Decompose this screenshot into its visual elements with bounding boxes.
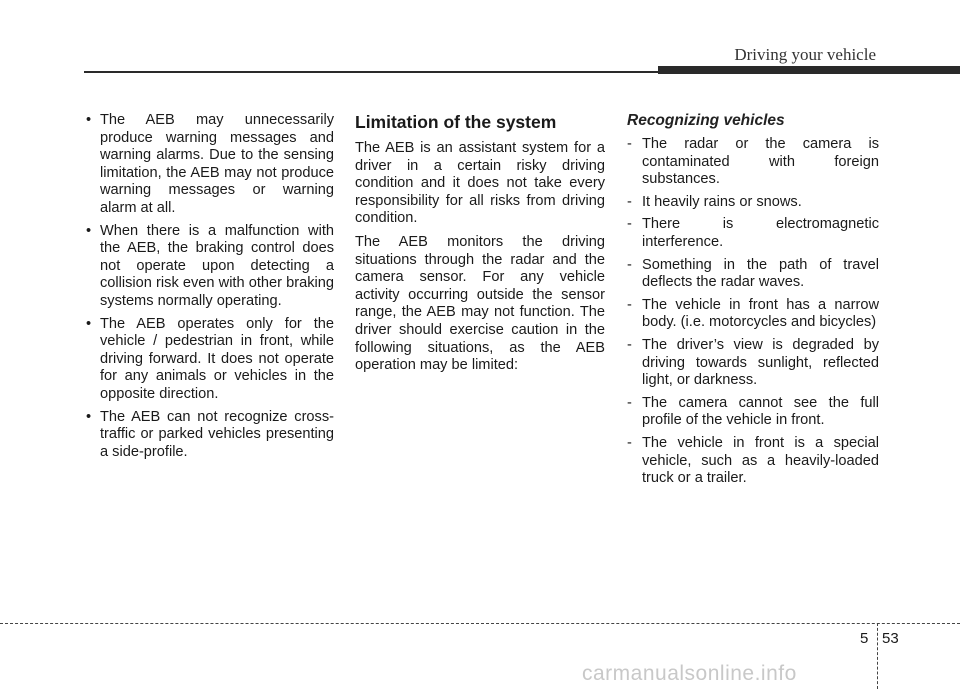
dash-text: The vehicle in front is a special vehicle, such as a heavily-loaded truck or a trailer. xyxy=(642,434,879,487)
bullet-mark: • xyxy=(86,112,92,128)
bullet-text: The AEB can not recognize cross-traffic or parked vehicles presenting a side-profile. xyxy=(100,408,334,460)
footer-rule xyxy=(0,623,960,624)
dash-mark: - xyxy=(627,216,632,233)
watermark-text: carmanualsonline.info xyxy=(582,662,797,685)
list-item xyxy=(627,297,879,332)
list-item xyxy=(84,316,334,404)
bullet-mark: • xyxy=(86,315,92,332)
list-item xyxy=(627,435,879,488)
dash-mark: - xyxy=(627,336,632,353)
dash-mark: - xyxy=(627,296,632,313)
dash-mark: - xyxy=(627,256,632,273)
chapter-number: 5 xyxy=(860,630,869,647)
list-item xyxy=(627,216,879,251)
bullet-text: The AEB may unnecessarily produce warning messages and warning alarms. Due to the sensing limitation, the AEB may not produce warning messages or warning alarm at all. xyxy=(100,112,334,216)
dash-text: There is electromagnetic interference. xyxy=(642,216,879,250)
header-rule-bold xyxy=(658,66,960,74)
dash-text: Something in the path of travel deflects the radar waves. xyxy=(642,256,879,291)
dash-text: The driver’s view is degraded by driving towards sunlight, reflected light, or darkness. xyxy=(642,336,879,389)
footer-divider xyxy=(877,623,878,689)
bullet-text: The AEB operates only for the vehicle / pedestrian in front, while driving forward. It does not operate for any animals or vehicles in the opposite direction. xyxy=(100,315,334,402)
column-middle xyxy=(355,112,605,381)
column-left xyxy=(84,112,334,466)
header-rule xyxy=(84,71,684,73)
dash-text: The radar or the camera is contaminated with foreign substances. xyxy=(642,136,879,188)
list-item xyxy=(627,395,879,430)
list-item xyxy=(84,223,334,311)
bullet-list xyxy=(84,112,334,461)
dash-list xyxy=(627,136,879,488)
body-paragraph: The AEB monitors the driving situations through the radar and the camera sensor. For any vehicle activity occurring outside the sensor range, the AEB may not function. The driver should exercise caution in the following situations, as the AEB operation may be limited: xyxy=(355,233,605,374)
list-item xyxy=(627,194,879,212)
body-paragraph: The AEB is an assistant system for a driver in a certain risky driving condition and it does not take every responsibility for all risks from driving condition. xyxy=(355,140,605,227)
dash-text: It heavily rains or snows. xyxy=(642,193,802,210)
list-item xyxy=(627,136,879,189)
dash-mark: - xyxy=(627,136,632,152)
dash-text: The camera cannot see the full profile of the vehicle in front. xyxy=(642,394,879,429)
bullet-mark: • xyxy=(86,408,92,425)
page-number: 53 xyxy=(882,630,899,647)
subsection-heading: Recognizing vehicles xyxy=(627,112,785,129)
running-header-title: Driving your vehicle xyxy=(734,45,876,64)
dash-mark: - xyxy=(627,394,632,411)
list-item xyxy=(84,409,334,462)
bullet-text: When there is a malfunction with the AEB, the braking control does not operate upon detecting a collision risk even with other braking systems normally operating. xyxy=(100,222,334,309)
dash-text: The vehicle in front has a narrow body. (i.e. motorcycles and bicycles) xyxy=(642,296,879,331)
list-item xyxy=(84,112,334,218)
dash-mark: - xyxy=(627,434,632,451)
list-item xyxy=(627,337,879,390)
column-right xyxy=(627,112,879,493)
bullet-mark: • xyxy=(86,222,92,239)
dash-mark: - xyxy=(627,193,632,210)
list-item xyxy=(627,257,879,292)
section-heading: Limitation of the system xyxy=(355,112,557,132)
